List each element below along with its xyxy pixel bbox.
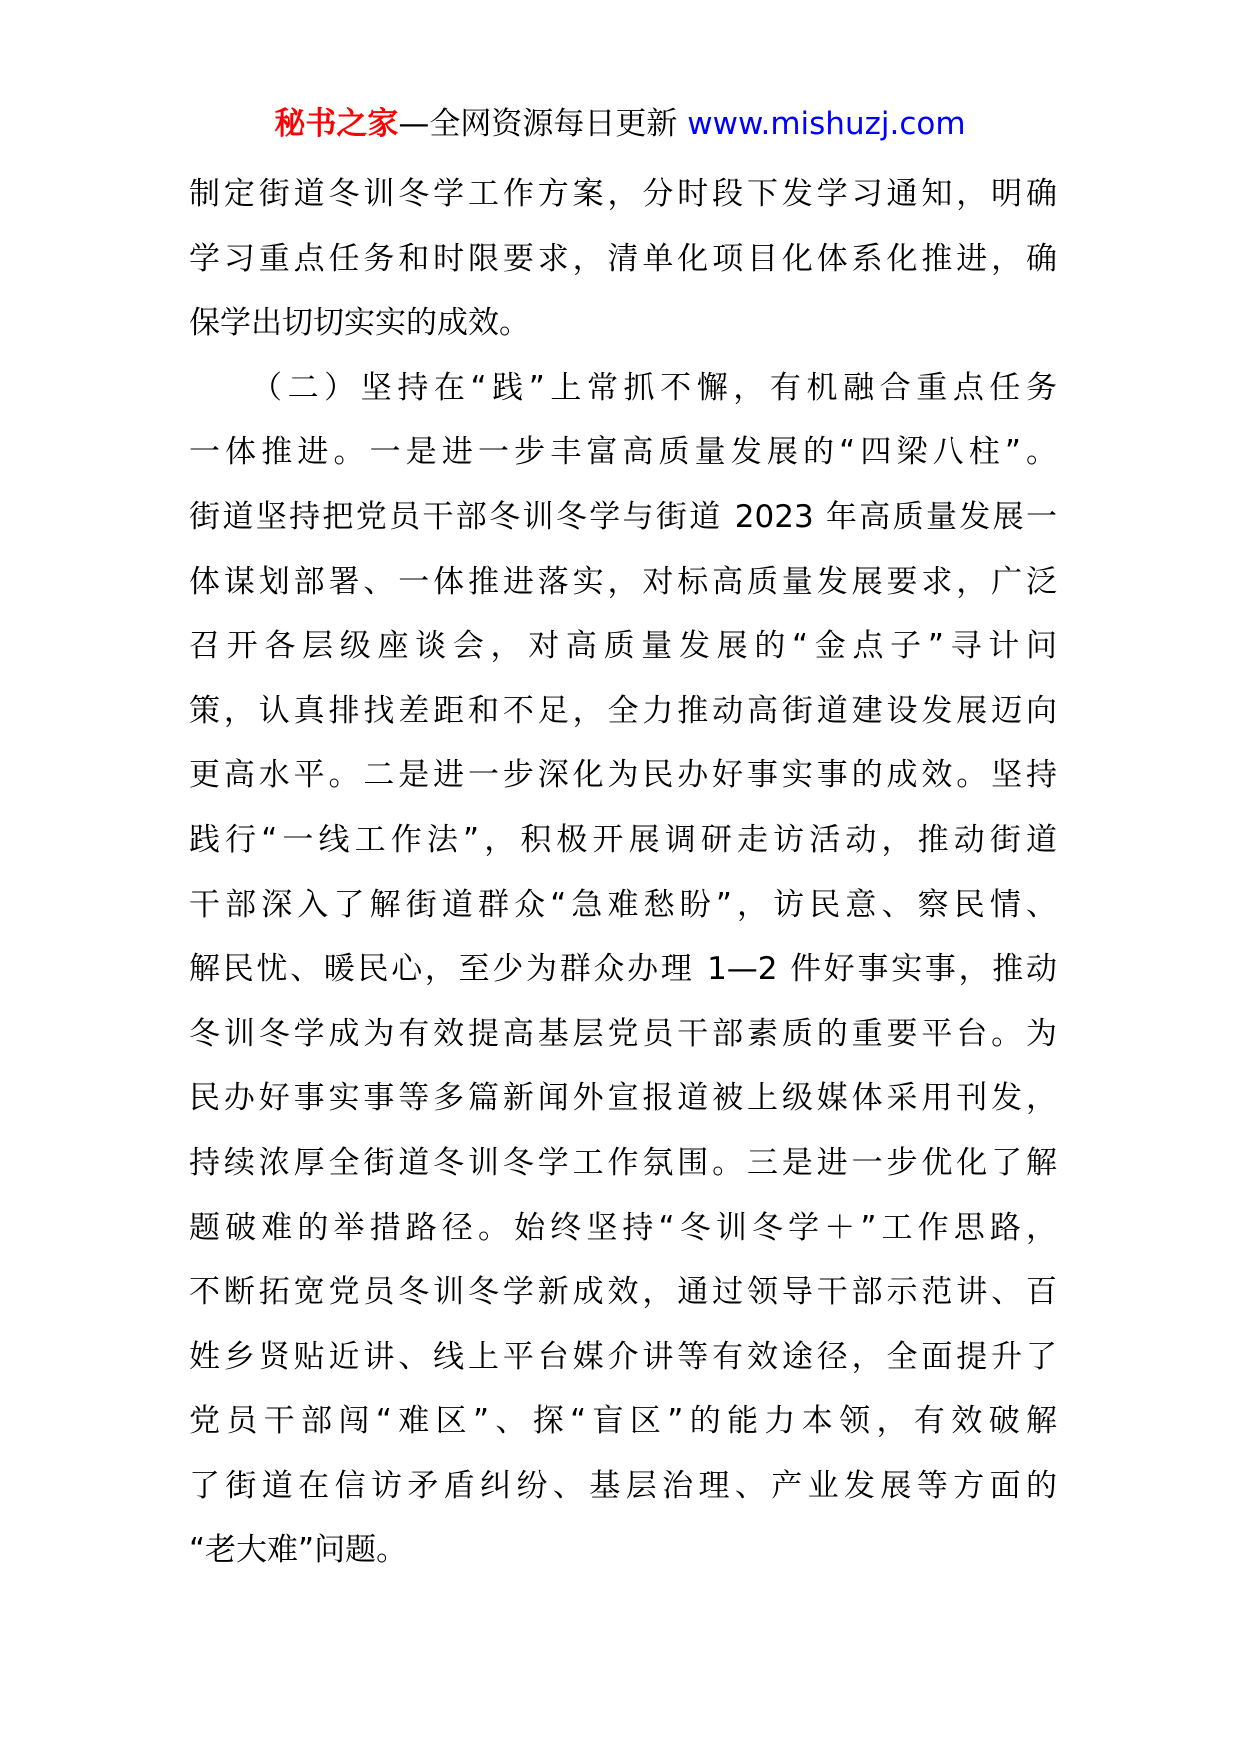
paragraph-line: 干部深入了解街道群众“急难愁盼”，访民意、察民情、 [189, 886, 1057, 923]
brand-name: 秘书之家 [274, 106, 399, 142]
site-url-link[interactable]: www.mishuzj.com [677, 106, 966, 142]
paragraph-line: 解民忧、暖民心，至少为群众办理 1—2 件好事实事，推动 [189, 951, 1057, 988]
paragraph-line: 践行“一线工作法”，积极开展调研走访活动，推动街道 [189, 821, 1057, 858]
paragraph-line: 保学出切切实实的成效。 [189, 305, 530, 342]
paragraph-line: 体谋划部署、一体推进落实，对标高质量发展要求，广泛 [189, 563, 1057, 600]
paragraph-line: 策，认真排找差距和不足，全力推动高街道建设发展迈向 [189, 692, 1057, 729]
paragraph-line: 学习重点任务和时限要求，清单化项目化体系化推进，确 [189, 240, 1057, 277]
header-slogan: —全网资源每日更新 [398, 106, 678, 142]
paragraph-line: 持续浓厚全街道冬训冬学工作氛围。三是进一步优化了解 [189, 1144, 1057, 1181]
paragraph-line: 一体推进。一是进一步丰富高质量发展的“四梁八柱”。 [189, 434, 1057, 471]
paragraph-line: 不断拓宽党员冬训冬学新成效，通过领导干部示范讲、百 [189, 1274, 1057, 1311]
section-heading-line: （二）坚持在“践”上常抓不懈，有机融合重点任务 [251, 369, 1057, 406]
paragraph-line: 姓乡贤贴近讲、线上平台媒介讲等有效途径，全面提升了 [189, 1338, 1057, 1375]
paragraph-line: 街道坚持把党员干部冬训冬学与街道 2023 年高质量发展一 [189, 498, 1057, 535]
site-header [0, 98, 1240, 150]
paragraph-line: 了街道在信访矛盾纠纷、基层治理、产业发展等方面的 [189, 1467, 1057, 1504]
paragraph-line: 题破难的举措路径。始终坚持“冬训冬学＋”工作思路， [189, 1209, 1057, 1246]
paragraph-line: 制定街道冬训冬学工作方案，分时段下发学习通知，明确 [189, 176, 1057, 212]
paragraph-line: 更高水平。二是进一步深化为民办好事实事的成效。坚持 [189, 757, 1057, 794]
paragraph-line: 党员干部闯“难区”、探“盲区”的能力本领，有效破解 [189, 1403, 1057, 1440]
paragraph-line: 民办好事实事等多篇新闻外宣报道被上级媒体采用刊发， [189, 1080, 1057, 1117]
paragraph-line: 召开各层级座谈会，对高质量发展的“金点子”寻计问 [189, 628, 1057, 665]
paragraph-line: “老大难”问题。 [189, 1532, 408, 1569]
document-body [189, 162, 1057, 1583]
paragraph-line: 冬训冬学成为有效提高基层党员干部素质的重要平台。为 [189, 1015, 1057, 1052]
